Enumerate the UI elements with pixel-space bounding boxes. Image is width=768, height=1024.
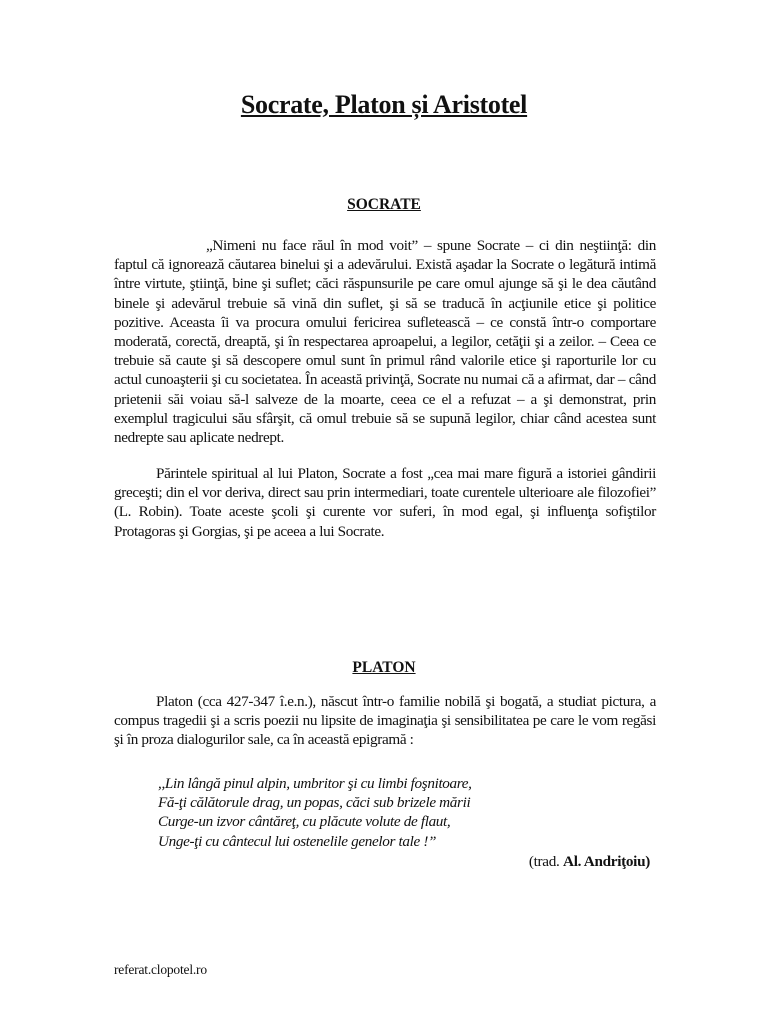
poem-line: Curge-un izvor cântăreţ, cu plăcute volute de flaut, [158, 813, 451, 831]
socrate-paragraph-1: „Nimeni nu face răul în mod voit” – spune Socrate – ci din neştiinţă: din faptul că ignorează căutarea binelui şi a adevărului. Există aşadar la Socrate o legătură intimă între virtute, ştiinţă, bine şi suflet; căci răspunsurile pe care omul ajunge să şi le dea căutând binele şi adevărul trebuie să vină din suflet, şi să se traducă în acţiunile etice şi politice pozitive. Aceasta îi va procura omului fericirea sufletească – ce constă într-o comportare moderată, corectă, dreaptă, şi în respectarea aproapelui, a legilor, cetăţii şi a zeilor. – Ceea ce trebuie să caute şi să descopere omul sunt în primul rând valorile etice şi raporturile lor cu actul cunoaşterii şi cu societatea. În această privinţă, Socrate nu numai că a afirmat, dar – când prietenii săi voiau să-l salveze de la moarte, ceea ce el a refuzat – a şi demonstrat, prin exemplul tragicului său sfârşit, că omul trebuie să se supună legilor, chiar când acestea sunt nedrepte sau aplicate nedrept. [114, 237, 656, 447]
section-heading-platon: PLATON [352, 659, 416, 676]
platon-paragraph-1: Platon (cca 427-347 î.e.n.), născut într-o familie nobilă şi bogată, a studiat pictura, a compus tragedii şi a scris poezii nu lipsite de imaginaţia şi sensibilitatea pe care le vom regăsi şi în proza dialogurilor sale, ca în această epigramă : [114, 693, 656, 749]
footer-source: referat.clopotel.ro [114, 962, 207, 977]
poem-line: Fă-ţi călătorule drag, un popas, căci sub brizele mării [158, 794, 471, 812]
attribution-prefix: (trad. [528, 853, 560, 870]
poem-attribution [529, 853, 650, 871]
poem-line: ,,Lin lângă pinul alpin, umbritor şi cu limbi foşnitoare, [158, 775, 472, 792]
document-title: Socrate, Platon și Aristotel [240, 90, 528, 119]
attribution-translator: Al. Andriţoiu) [563, 853, 650, 870]
epigram-poem [158, 774, 598, 851]
section-heading-socrate: SOCRATE [347, 196, 421, 213]
socrate-paragraph-2: Părintele spiritual al lui Platon, Socrate a fost „cea mai mare figură a istoriei gândirii greceşti; din el vor deriva, direct sau prin intermediari, toate curentele ulterioare ale filozofiei” (L. Robin). Toate aceste şcoli şi curente vor suferi, în mod egal, şi influenţa sofiştilor Protagoras şi Gorgias, şi pe aceea a lui Socrate. [114, 465, 656, 540]
poem-line: Unge-ţi cu cântecul lui ostenelile genelor tale !” [158, 832, 437, 850]
